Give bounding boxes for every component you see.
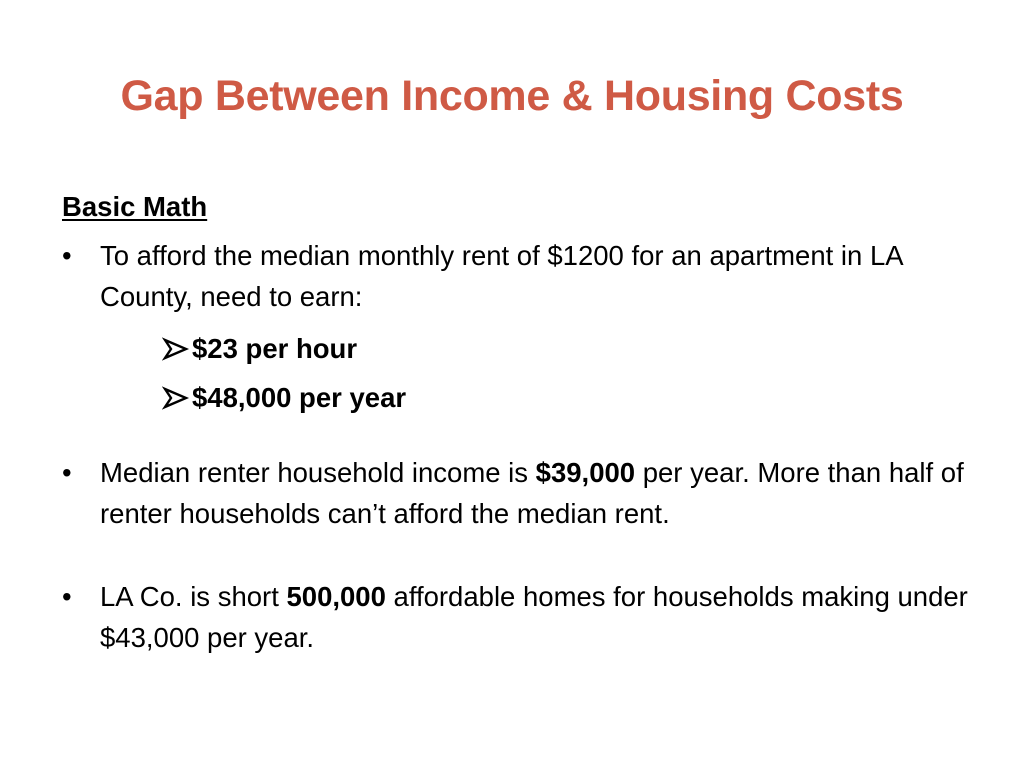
slide-title: Gap Between Income & Housing Costs bbox=[120, 72, 904, 120]
bullet-text-post: per year. More than half of renter households can’t afford the median rent. bbox=[100, 457, 964, 529]
arrowhead-right-icon bbox=[162, 337, 190, 361]
spacer bbox=[62, 534, 982, 576]
section-heading: Basic Math bbox=[62, 191, 208, 222]
spacer bbox=[62, 422, 982, 452]
sub-item-yearly bbox=[162, 373, 982, 422]
sub-item-label: $23 per hour bbox=[192, 333, 358, 364]
bullet-dot-icon: • bbox=[62, 457, 72, 488]
bullet-item-shortage bbox=[62, 576, 982, 658]
sub-list bbox=[162, 324, 982, 422]
bullet-text-post: affordable homes for households making under $43,000 per year. bbox=[100, 581, 968, 653]
bullet-item-rent bbox=[62, 235, 982, 317]
arrowhead-right-icon bbox=[162, 386, 190, 410]
bullet-item-income bbox=[62, 452, 982, 534]
sub-item-hourly bbox=[162, 324, 982, 373]
bullet-text: To afford the median monthly rent of $1200 for an apartment in LA County, need to earn: bbox=[100, 240, 903, 312]
bullet-dot-icon: • bbox=[62, 581, 72, 612]
slide-body bbox=[62, 186, 982, 658]
bullet-emphasis: $39,000 bbox=[535, 457, 636, 488]
sub-item-label: $48,000 per year bbox=[192, 382, 407, 413]
bullet-emphasis: 500,000 bbox=[286, 581, 386, 612]
bullet-text-pre: Median renter household income is bbox=[100, 457, 536, 488]
bullet-text-pre: LA Co. is short bbox=[100, 581, 287, 612]
bullet-dot-icon: • bbox=[62, 240, 72, 271]
